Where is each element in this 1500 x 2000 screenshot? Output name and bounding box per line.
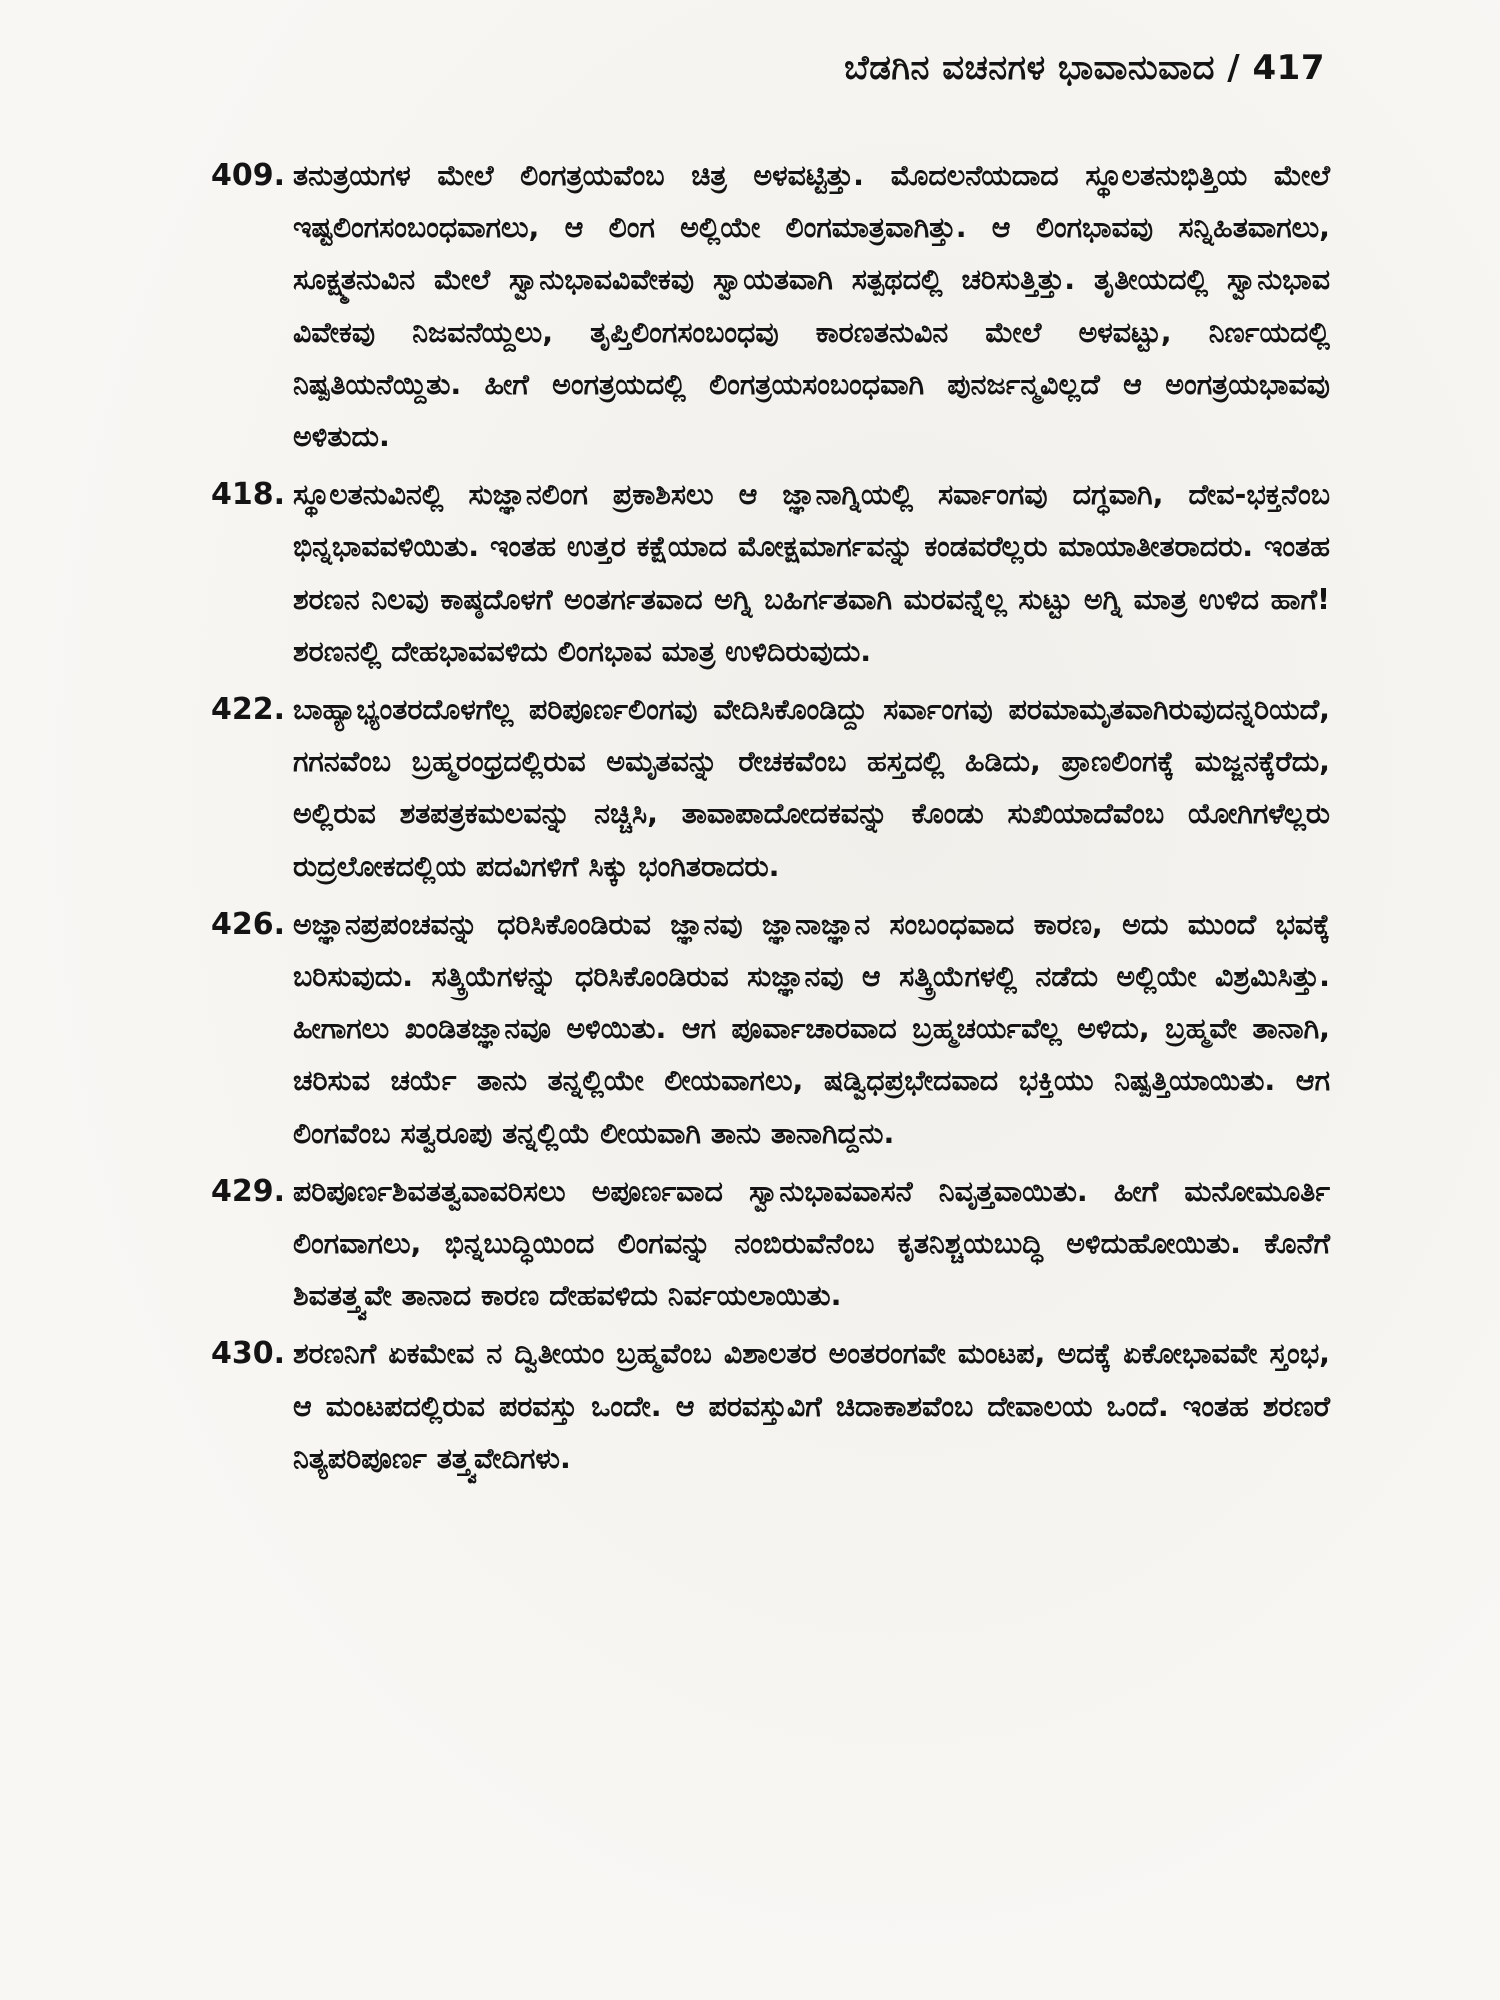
entry-number: 409. xyxy=(211,158,286,193)
entry-number: 418. xyxy=(211,477,286,513)
entry-409 xyxy=(211,150,1330,463)
entry-422 xyxy=(211,684,1330,893)
entry-text: ಸ್ಥೂಲತನುವಿನಲ್ಲಿ ಸುಜ್ಞಾನಲಿಂಗ ಪ್ರಕಾಶಿಸಲು ಆ ಜ್ಞಾನಾಗ್ನಿಯಲ್ಲಿ ಸರ್ವಾಂಗವು ದಗ್ಧವಾಗಿ, ದೇವ-ಭಕ್ತನೆಂಬ ಭಿನ್ನಭಾವವಳಿಯಿತು. ಇಂತಹ ಉತ್ತರ ಕಕ್ಷೆಯಾದ ಮೋಕ್ಷಮಾರ್ಗವನ್ನು ಕಂಡವರೆಲ್ಲರು ಮಾಯಾತೀತರಾದರು. ಇಂತಹ ಶರಣನ ನಿಲವು ಕಾಷ್ಠದೊಳಗೆ ಅಂತರ್ಗತವಾದ ಅಗ್ನಿ ಬಹಿರ್ಗತವಾಗಿ ಮರವನ್ನೆಲ್ಲ ಸುಟ್ಟು ಅಗ್ನಿ ಮಾತ್ರ ಉಳಿದ ಹಾಗೆ! ಶರಣನಲ್ಲಿ ದೇಹಭಾವವಳಿದು ಲಿಂಗಭಾವ ಮಾತ್ರ ಉಳಿದಿರುವುದು. xyxy=(293,478,1330,668)
entry-number: 426. xyxy=(211,906,286,942)
page-body xyxy=(211,150,1330,1491)
entry-number: 429. xyxy=(211,1173,286,1209)
entry-text: ಶರಣನಿಗೆ ಏಕಮೇವ ನ ದ್ವಿತೀಯಂ ಬ್ರಹ್ಮವೆಂಬ ವಿಶಾಲತರ ಅಂತರಂಗವೇ ಮಂಟಪ, ಅದಕ್ಕೆ ಏಕೋಭಾವವೇ ಸ್ತಂಭ, ಆ ಮಂಟಪದಲ್ಲಿರುವ ಪರವಸ್ತು ಒಂದೇ. ಆ ಪರವಸ್ತುವಿಗೆ ಚಿದಾಕಾಶವೆಂಬ ದೇವಾಲಯ ಒಂದೆ. ಇಂತಹ ಶರಣರೆ ನಿತ್ಯಪರಿಪೂರ್ಣ ತತ್ತ್ವವೇದಿಗಳು. xyxy=(293,1337,1330,1475)
entry-number: 422. xyxy=(211,692,286,728)
entry-426 xyxy=(211,899,1330,1160)
entry-text: ಬಾಹ್ಯಾಭ್ಯಂತರದೊಳಗೆಲ್ಲ ಪರಿಪೂರ್ಣಲಿಂಗವು ವೇದಿಸಿಕೊಂಡಿದ್ದು ಸರ್ವಾಂಗವು ಪರಮಾಮೃತವಾಗಿರುವುದನ್ನರಿಯದೆ, ಗಗನವೆಂಬ ಬ್ರಹ್ಮರಂಧ್ರದಲ್ಲಿರುವ ಅಮೃತವನ್ನು ರೇಚಕವೆಂಬ ಹಸ್ತದಲ್ಲಿ ಹಿಡಿದು, ಪ್ರಾಣಲಿಂಗಕ್ಕೆ ಮಜ್ಜನಕ್ಕೆರೆದು, ಅಲ್ಲಿರುವ ಶತಪತ್ರಕಮಲವನ್ನು ನಚ್ಚಿಸಿ, ತಾವಾಪಾದೋದಕವನ್ನು ಕೊಂಡು ಸುಖಿಯಾದೆವೆಂಬ ಯೋಗಿಗಳೆಲ್ಲರು ರುದ್ರಲೋಕದಲ್ಲಿಯ ಪದವಿಗಳಿಗೆ ಸಿಕ್ಕು ಭಂಗಿತರಾದರು. xyxy=(293,693,1330,883)
entry-number: 430. xyxy=(211,1336,286,1372)
entry-429 xyxy=(211,1166,1330,1323)
entry-text: ಪರಿಪೂರ್ಣಶಿವತತ್ವವಾವರಿಸಲು ಅಪೂರ್ಣವಾದ ಸ್ವಾನುಭಾವವಾಸನೆ ನಿವೃತ್ತವಾಯಿತು. ಹೀಗೆ ಮನೋಮೂರ್ತಿ ಲಿಂಗವಾಗಲು, ಭಿನ್ನಬುದ್ಧಿಯಿಂದ ಲಿಂಗವನ್ನು ನಂಬಿರುವೆನೆಂಬ ಕೃತನಿಶ್ಚಯಬುದ್ಧಿ ಅಳಿದುಹೋಯಿತು. ಕೊನೆಗೆ ಶಿವತತ್ತ್ವವೇ ತಾನಾದ ಕಾರಣ ದೇಹವಳಿದು ನಿರ್ವಯಲಾಯಿತು. xyxy=(293,1174,1330,1313)
entry-text: ಅಜ್ಞಾನಪ್ರಪಂಚವನ್ನು ಧರಿಸಿಕೊಂಡಿರುವ ಜ್ಞಾನವು ಜ್ಞಾನಾಜ್ಞಾನ ಸಂಬಂಧವಾದ ಕಾರಣ, ಅದು ಮುಂದೆ ಭವಕ್ಕೆ ಬರಿಸುವುದು. ಸತ್ಕ್ರಿಯೆಗಳನ್ನು ಧರಿಸಿಕೊಂಡಿರುವ ಸುಜ್ಞಾನವು ಆ ಸತ್ಕ್ರಿಯೆಗಳಲ್ಲಿ ನಡೆದು ಅಲ್ಲಿಯೇ ವಿಶ್ರಮಿಸಿತ್ತು. ಹೀಗಾಗಲು ಖಂಡಿತಜ್ಞಾನವೂ ಅಳಿಯಿತು. ಆಗ ಪೂರ್ವಾಚಾರವಾದ ಬ್ರಹ್ಮಚರ್ಯವೆಲ್ಲ ಅಳಿದು, ಬ್ರಹ್ಮವೇ ತಾನಾಗಿ, ಚರಿಸುವ ಚರ್ಯೆ ತಾನು ತನ್ನಲ್ಲಿಯೇ ಲೀಯವಾಗಲು, ಷಡ್ವಿಧಪ್ರಭೇದವಾದ ಭಕ್ತಿಯು ನಿಷ್ಪತ್ತಿಯಾಯಿತು. ಆಗ ಲಿಂಗವೆಂಬ ಸತ್ವರೂಪು ತನ್ನಲ್ಲಿಯೆ ಲೀಯವಾಗಿ ತಾನು ತಾನಾಗಿದ್ದನು. xyxy=(293,907,1330,1150)
running-header: ಬೆಡಗಿನ ವಚನಗಳ ಭಾವಾನುವಾದ / 417 xyxy=(844,48,1325,88)
entry-418 xyxy=(211,469,1330,678)
entry-text: ತನುತ್ರಯಗಳ ಮೇಲೆ ಲಿಂಗತ್ರಯವೆಂಬ ಚಿತ್ರ ಅಳವಟ್ಟಿತ್ತು. ಮೊದಲನೆಯದಾದ ಸ್ಥೂಲತನುಭಿತ್ತಿಯ ಮೇಲೆ ಇಷ್ಟಲಿಂಗಸಂಬಂಧವಾಗಲು, ಆ ಲಿಂಗ ಅಲ್ಲಿಯೇ ಲಿಂಗಮಾತ್ರವಾಗಿತ್ತು. ಆ ಲಿಂಗಭಾವವು ಸನ್ನಿಹಿತವಾಗಲು, ಸೂಕ್ಷ್ಮತನುವಿನ ಮೇಲೆ ಸ್ವಾನುಭಾವವಿವೇಕವು ಸ್ವಾಯತವಾಗಿ ಸತ್ಪಥದಲ್ಲಿ ಚರಿಸುತ್ತಿತ್ತು. ತೃತೀಯದಲ್ಲಿ ಸ್ವಾನುಭಾವ ವಿವೇಕವು ನಿಜವನೆಯ್ದಲು, ತೃಪ್ತಿಲಿಂಗಸಂಬಂಧವು ಕಾರಣತನುವಿನ ಮೇಲೆ ಅಳವಟ್ಟು, ನಿರ್ಣಯದಲ್ಲಿ ನಿಷ್ಪತಿಯನೆಯ್ದಿತು. ಹೀಗೆ ಅಂಗತ್ರಯದಲ್ಲಿ ಲಿಂಗತ್ರಯಸಂಬಂಧವಾಗಿ ಪುನರ್ಜನ್ಮವಿಲ್ಲದೆ ಆ ಅಂಗತ್ರಯಭಾವವು ಅಳಿತುದು. xyxy=(293,159,1330,454)
entry-430 xyxy=(211,1328,1330,1485)
